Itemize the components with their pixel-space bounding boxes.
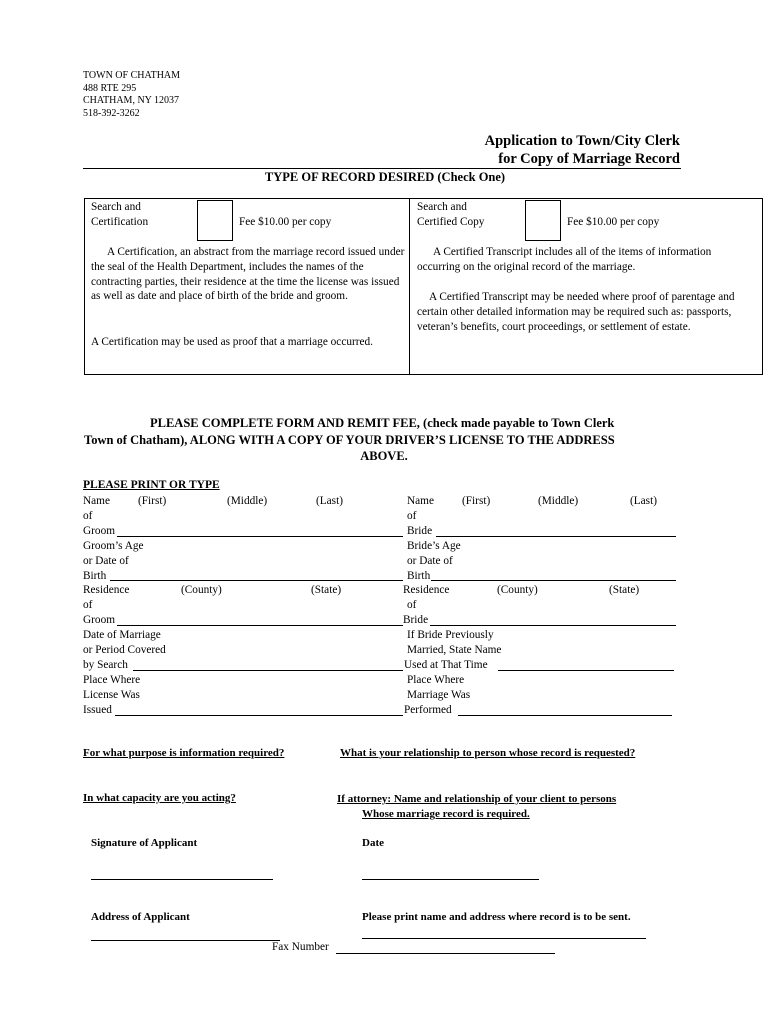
record-type-divider <box>409 199 410 375</box>
certified-copy-option-label: Search and Certified Copy <box>417 201 485 228</box>
town-city: CHATHAM, NY 12037 <box>83 95 180 106</box>
license-place-field[interactable] <box>115 715 403 716</box>
bride-middle-caption: (Middle) <box>538 495 579 507</box>
form-title-line2: for Copy of Marriage Record <box>498 151 680 167</box>
send-address-label: Please print name and address where record is to be sent. <box>362 911 631 923</box>
certified-transcript-description: A Certified Transcript includes all of the items of information occurring on the original record of the marriage. <box>417 246 712 273</box>
bride-residence-field[interactable] <box>430 625 676 626</box>
print-or-type-heading: PLEASE PRINT OR TYPE <box>83 479 220 491</box>
certification-option-label: Search and Certification <box>91 201 149 228</box>
relationship-question: What is your relationship to person whose record is requested? <box>340 747 636 759</box>
signature-label: Signature of Applicant <box>91 837 198 849</box>
purpose-question: For what purpose is information required? <box>83 747 285 759</box>
town-name: TOWN OF CHATHAM <box>83 70 181 81</box>
remit-instructions: PLEASE COMPLETE FORM AND REMIT FEE, (check made payable to Town Clerk Town of Chatham), ALONG WITH A COPY OF YOUR DRIVER’S LICENSE TO THE ADDRESS ABOVE. <box>84 416 615 463</box>
marriage-place-label: Place Where Marriage Was Performed <box>404 674 471 716</box>
groom-age-label: Groom’s Age or Date of Birth <box>83 540 144 582</box>
groom-state-caption: (State) <box>311 584 342 596</box>
bride-name-field[interactable] <box>436 536 676 537</box>
bride-county-caption: (County) <box>497 584 538 596</box>
groom-county-caption: (County) <box>181 584 222 596</box>
capacity-question: In what capacity are you acting? <box>83 792 236 804</box>
attorney-question: If attorney: Name and relationship of your client to persons Whose marriage record is required. <box>337 793 617 820</box>
bride-age-field[interactable] <box>431 580 676 581</box>
certification-fee: Fee $10.00 per copy <box>239 216 332 228</box>
certification-checkbox[interactable] <box>197 200 233 241</box>
bride-age-label: Bride’s Age or Date of Birth <box>407 540 461 582</box>
bride-previous-name-label: If Bride Previously Married, State Name Used at That Time <box>404 629 502 671</box>
fax-number-field[interactable] <box>336 953 555 954</box>
town-phone: 518-392-3262 <box>83 107 140 119</box>
fax-number-label: Fax Number <box>272 941 329 953</box>
bride-previous-name-field[interactable] <box>498 670 674 671</box>
address-field[interactable] <box>91 940 280 941</box>
certified-copy-fee: Fee $10.00 per copy <box>567 216 660 228</box>
groom-first-caption: (First) <box>138 495 167 507</box>
title-rule <box>83 168 681 169</box>
certified-transcript-usage-note: A Certified Transcript may be needed where proof of parentage and certain other detailed information may be required such as: passports, veteran’s benefits, court proceedings, or settlement of estate. <box>417 291 735 333</box>
groom-last-caption: (Last) <box>316 495 343 507</box>
date-label: Date <box>362 837 384 849</box>
form-title-line1: Application to Town/City Clerk <box>484 133 680 149</box>
marriage-date-field[interactable] <box>133 670 403 671</box>
groom-middle-caption: (Middle) <box>227 495 268 507</box>
marriage-date-label: Date of Marriage or Period Covered by Search <box>83 629 166 671</box>
town-address-block <box>83 70 180 120</box>
certified-copy-checkbox[interactable] <box>525 200 561 241</box>
send-address-field[interactable] <box>362 938 646 939</box>
certification-description: A Certification, an abstract from the marriage record issued under the seal of the Health Department, includes the names of the contracting parties, their residence at the time the license was issued as well as date and place of birth of the bride and groom. <box>91 246 405 303</box>
record-type-heading: TYPE OF RECORD DESIRED (Check One) <box>264 170 506 184</box>
bride-state-caption: (State) <box>609 584 640 596</box>
form-title <box>485 132 680 168</box>
address-label: Address of Applicant <box>91 911 190 923</box>
town-street: 488 RTE 295 <box>83 82 137 94</box>
license-place-label: Place Where License Was Issued <box>83 674 141 716</box>
date-field[interactable] <box>362 879 539 880</box>
groom-age-field[interactable] <box>110 580 403 581</box>
bride-first-caption: (First) <box>462 495 491 507</box>
bride-last-caption: (Last) <box>630 495 657 507</box>
bride-residence-label: Residence of Bride <box>403 584 450 626</box>
record-type-box <box>84 198 763 375</box>
marriage-place-field[interactable] <box>458 715 672 716</box>
groom-residence-label: Residence of Groom <box>83 584 130 626</box>
groom-name-field[interactable] <box>117 536 403 537</box>
bride-name-label: Name of Bride <box>407 495 434 537</box>
groom-name-label: Name of Groom <box>83 495 116 537</box>
signature-field[interactable] <box>91 879 273 880</box>
groom-residence-field[interactable] <box>117 625 403 626</box>
certification-usage-note: A Certification may be used as proof that a marriage occurred. <box>91 336 373 348</box>
